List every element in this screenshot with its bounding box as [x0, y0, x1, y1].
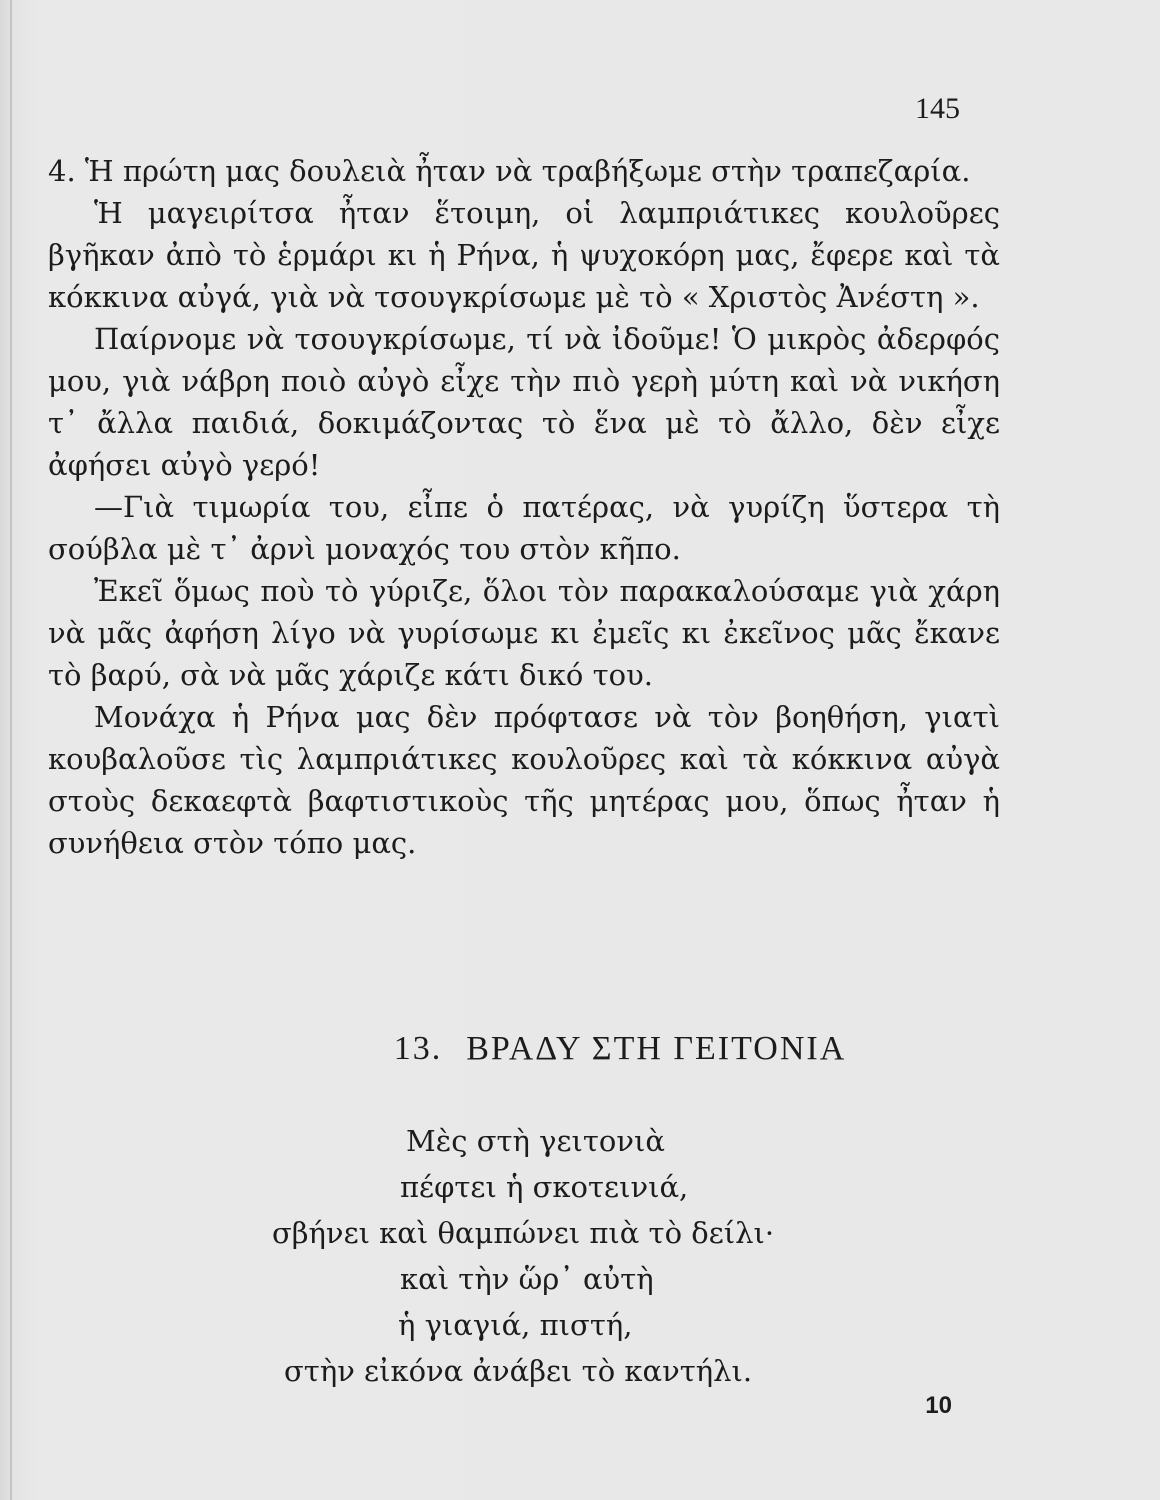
prose-text	[48, 150, 1000, 864]
poem-line: καὶ τὴν ὥρ᾽ αὐτὴ	[400, 1262, 654, 1296]
chapter-title: ΒΡΑΔΥ ΣΤΗ ΓΕΙΤΟΝΙΑ	[466, 1030, 847, 1067]
signature-mark: 10	[925, 1392, 952, 1419]
paragraph: 4. Ἡ πρώτη μας δουλειὰ ἦταν νὰ τραβήξωμε στὴν τραπεζαρία.	[48, 154, 971, 188]
poem-line: πέφτει ἡ σκοτεινιά,	[400, 1170, 689, 1204]
paragraph: Παίρνομε νὰ τσουγκρίσωμε, τί νὰ ἰδοῦμε! Ὁ μικρὸς ἀδερφός μου, γιὰ νάβρη ποιὸ αὐγὸ εἶχε τὴν πιὸ γερὴ μύτη καὶ νὰ νικήση τ᾽ ἄλλα παιδιά, δοκιμάζοντας τὸ ἕνα μὲ τὸ ἄλλο, δὲν εἶχε ἀφήσει αὐγὸ γερό!	[48, 322, 1000, 482]
paragraph: Ἡ μαγειρίτσα ἦταν ἕτοιμη, οἱ λαμπριάτικες κουλοῦρες βγῆκαν ἀπὸ τὸ ἑρμάρι κι ἡ Ρήνα, ἡ ψυχοκόρη μας, ἔφερε καὶ τὰ κόκκινα αὐγά, γιὰ νὰ τσουγκρίσωμε μὲ τὸ « Χριστὸς Ἀνέστη ».	[48, 196, 1000, 314]
page-number: 145	[915, 92, 960, 125]
poem-line: ἡ γιαγιά, πιστή,	[398, 1308, 633, 1342]
paragraph: Μονάχα ἡ Ρήνα μας δὲν πρόφτασε νὰ τὸν βοηθήση, γιατὶ κουβαλοῦσε τὶς λαμπριάτικες κουλοῦρες καὶ τὰ κόκκινα αὐγὰ στοὺς δεκαεφτὰ βαφτιστικοὺς τῆς μητέρας μου, ὅπως ἦταν ἡ συνήθεια στὸν τόπο μας.	[48, 700, 1000, 860]
chapter-heading	[0, 1030, 1160, 1068]
poem-line: στὴν εἰκόνα ἀνάβει τὸ καντήλι.	[284, 1354, 753, 1388]
page-gutter	[10, 0, 12, 1500]
chapter-number: 13.	[393, 1030, 443, 1067]
poem-line: σβήνει καὶ θαμπώνει πιὰ τὸ δείλι·	[272, 1216, 775, 1250]
paragraph: —Γιὰ τιμωρία του, εἶπε ὁ πατέρας, νὰ γυρίζη ὕστερα τὴ σούβλα μὲ τ᾽ ἀρνὶ μοναχός του στὸν κῆπο.	[48, 490, 1000, 566]
paragraph: Ἐκεῖ ὅμως ποὺ τὸ γύριζε, ὅλοι τὸν παρακαλούσαμε γιὰ χάρη νὰ μᾶς ἀφήση λίγο νὰ γυρίσωμε κι ἐμεῖς κι ἐκεῖνος μᾶς ἔκανε τὸ βαρύ, σὰ νὰ μᾶς χάριζε κάτι δικό του.	[48, 574, 1000, 692]
poem-line: Μὲς στὴ γειτονιὰ	[406, 1124, 665, 1158]
